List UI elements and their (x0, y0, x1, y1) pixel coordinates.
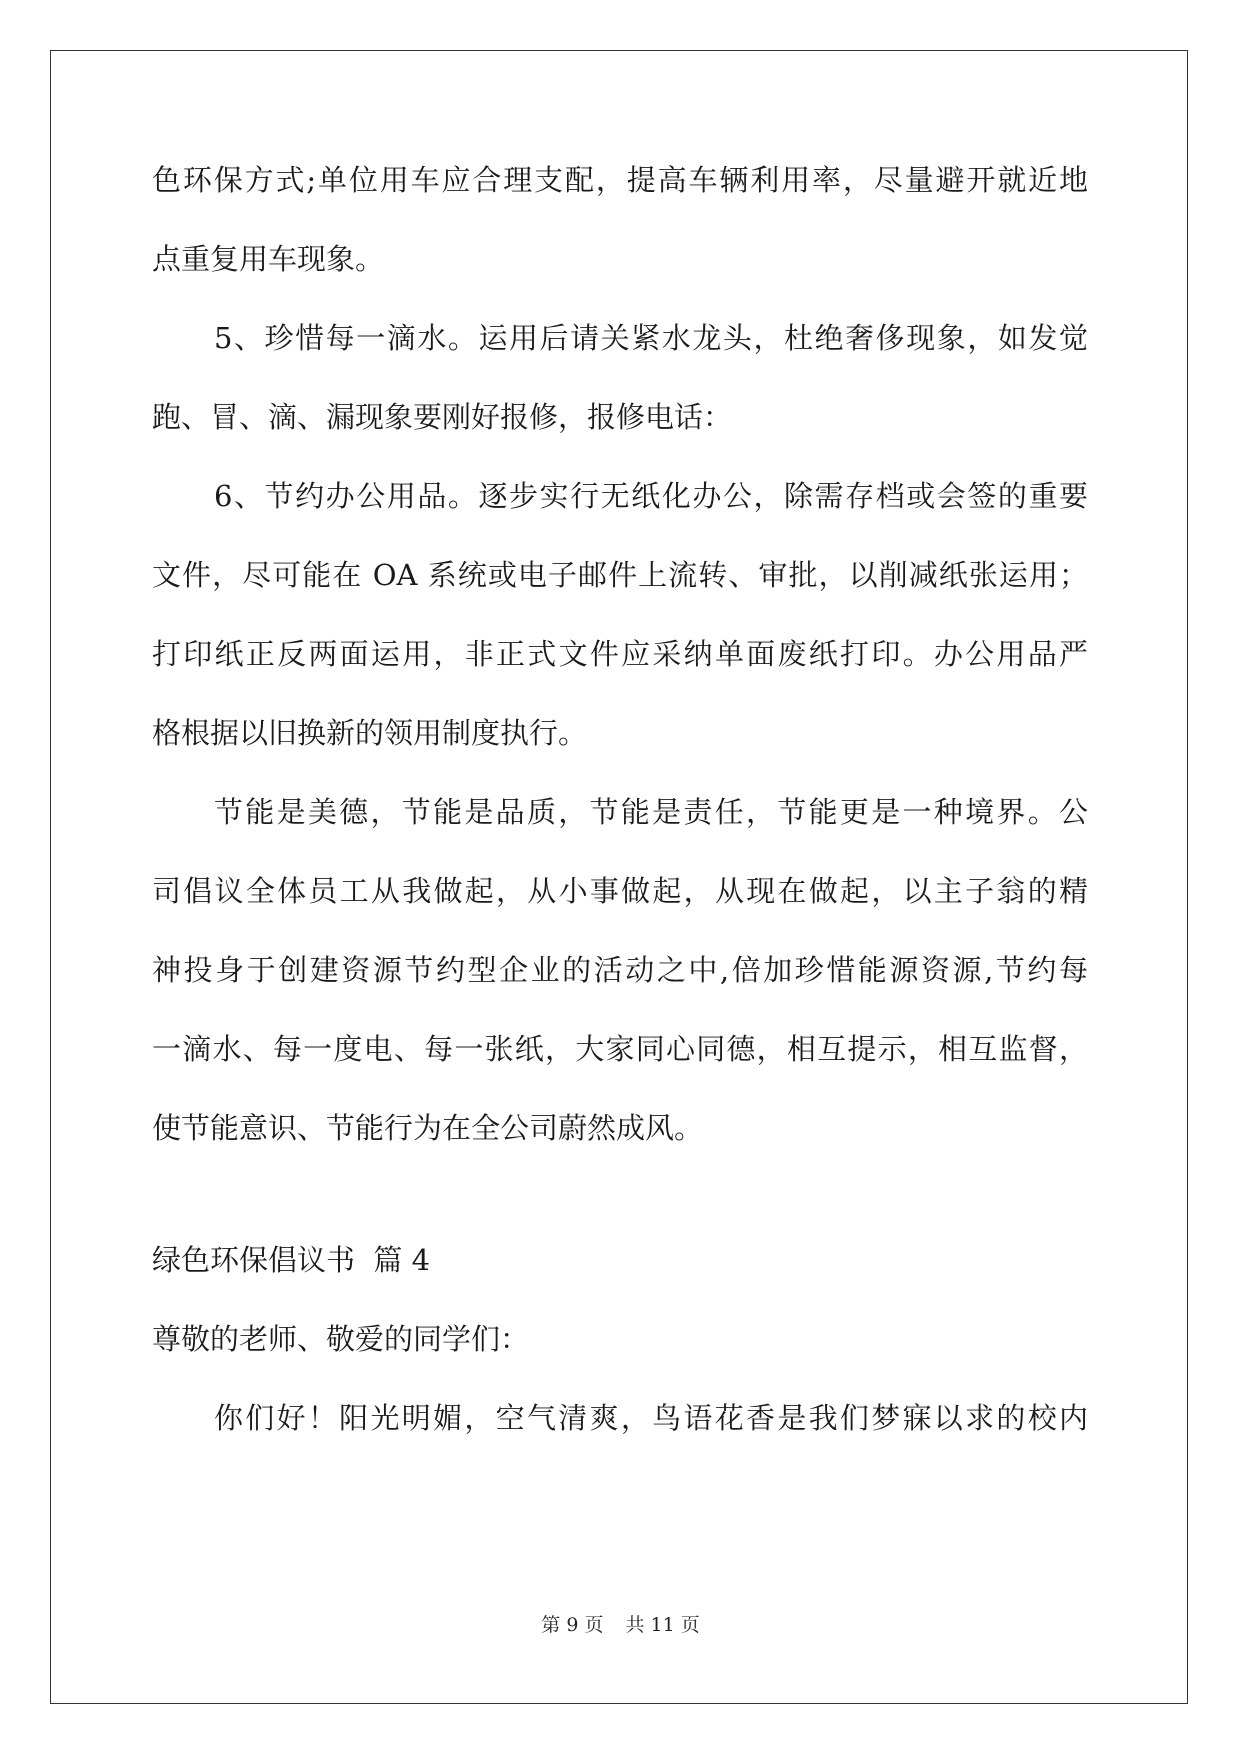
text-line: 文件，尽可能在 OA 系统或电子邮件上流转、审批，以削减纸张运用； (152, 558, 1088, 592)
text-line: 格根据以旧换新的领用制度执行。 (152, 716, 588, 750)
page-number: 第 9 页 (541, 1614, 604, 1636)
text-line: 5、珍惜每一滴水。运用后请关紧水龙头，杜绝奢侈现象，如发觉 (214, 321, 1088, 355)
text-line: 司倡议全体员工从我做起，从小事做起，从现在做起，以主子翁的精 (152, 874, 1088, 908)
text-line: 色环保方式;单位用车应合理支配，提高车辆利用率，尽量避开就近地 (152, 163, 1088, 197)
text-line: 节能是美德，节能是品质，节能是责任，节能更是一种境界。公 (214, 795, 1088, 829)
text-line: 跑、冒、滴、漏现象要刚好报修，报修电话： (152, 400, 733, 434)
text-line: 神投身于创建资源节约型企业的活动之中,倍加珍惜能源资源,节约每 (152, 953, 1088, 987)
salutation: 尊敬的老师、敬爱的同学们： (152, 1322, 530, 1356)
text-line: 一滴水、每一度电、每一张纸，大家同心同德，相互提示，相互监督， (152, 1032, 1088, 1066)
page-footer (0, 1613, 1241, 1637)
section-title: 绿色环保倡议书 篇 4 (152, 1243, 431, 1277)
text-line: 6、节约办公用品。逐步实行无纸化办公，除需存档或会签的重要 (214, 479, 1088, 513)
text-line: 使节能意识、节能行为在全公司蔚然成风。 (152, 1111, 704, 1145)
text-line: 点重复用车现象。 (152, 242, 385, 276)
document-body (152, 160, 1088, 1477)
text-line: 打印纸正反两面运用，非正式文件应采纳单面废纸打印。办公用品严 (152, 637, 1088, 671)
opening-line: 你们好！阳光明媚，空气清爽，鸟语花香是我们梦寐以求的校内 (214, 1401, 1088, 1435)
page-total: 共 11 页 (625, 1614, 700, 1636)
section-spacer (152, 1187, 1088, 1240)
